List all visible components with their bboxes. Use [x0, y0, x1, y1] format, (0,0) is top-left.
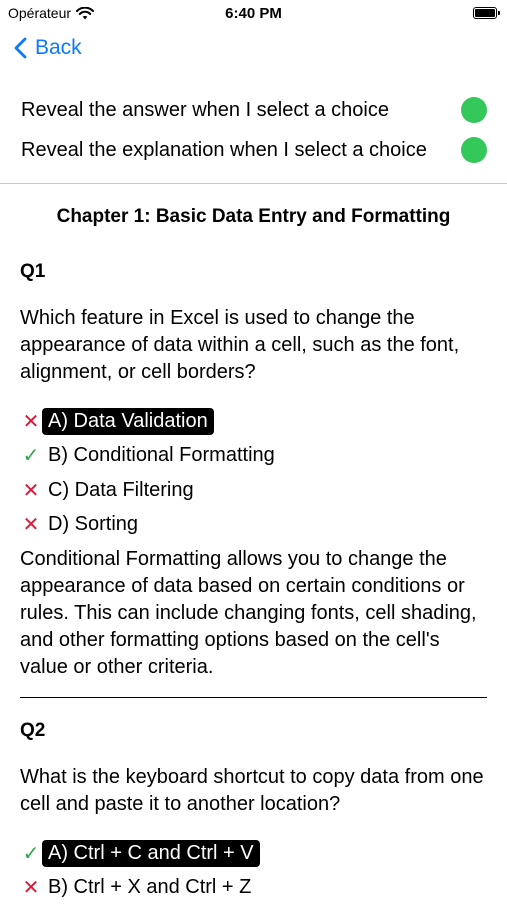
choice-label[interactable]: C) Data Filtering: [42, 477, 200, 504]
chapter-title: Chapter 1: Basic Data Entry and Formatting: [0, 206, 507, 228]
choice-a[interactable]: [20, 836, 487, 871]
choice-label[interactable]: B) Conditional Formatting: [42, 442, 281, 469]
wrong-icon: ✕: [20, 478, 42, 503]
question-card: [0, 261, 507, 681]
choice-b[interactable]: [20, 439, 487, 474]
choice-label[interactable]: A) Ctrl + C and Ctrl + V: [42, 840, 260, 867]
question-divider: [20, 697, 487, 698]
choice-c[interactable]: [20, 473, 487, 508]
checkmark-icon: ✓: [20, 841, 42, 866]
chevron-left-icon: [14, 37, 27, 59]
back-button[interactable]: [14, 36, 82, 60]
setting-label: Reveal the explanation when I select a choice: [21, 139, 427, 162]
choice-list: [20, 836, 487, 905]
choice-label[interactable]: B) Ctrl + X and Ctrl + Z: [42, 874, 257, 901]
explanation-text: Conditional Formatting allows you to change the appearance of data based on certain conditions or rules. This can include changing fonts, cell shading, and other formatting options based on the cell's value or other criteria.: [20, 546, 487, 681]
question-text: Which feature in Excel is used to change the appearance of data within a cell, such as the font, alignment, or cell borders?: [20, 305, 487, 386]
clock: 6:40 PM: [0, 5, 507, 22]
back-label: Back: [35, 36, 82, 60]
wrong-icon: ✕: [20, 409, 42, 434]
checkmark-icon: ✓: [20, 443, 42, 468]
question-number: Q1: [20, 261, 487, 283]
question-text: What is the keyboard shortcut to copy data from one cell and paste it to another location?: [20, 764, 487, 818]
choice-label[interactable]: A) Data Validation: [42, 408, 214, 435]
question-card: [0, 720, 507, 905]
choice-label[interactable]: D) Sorting: [42, 511, 144, 538]
status-bar: [0, 0, 507, 30]
wrong-icon: ✕: [20, 875, 42, 900]
choice-list: [20, 404, 487, 542]
setting-reveal-explanation: [21, 137, 487, 163]
quiz-content[interactable]: [0, 184, 507, 905]
wrong-icon: ✕: [20, 512, 42, 537]
battery-icon: [473, 7, 497, 19]
reveal-explanation-toggle[interactable]: [461, 137, 487, 163]
carrier-name: Opérateur: [8, 5, 71, 21]
setting-reveal-answer: [21, 97, 487, 123]
question-number: Q2: [20, 720, 487, 742]
choice-a[interactable]: [20, 404, 487, 439]
choice-d[interactable]: [20, 508, 487, 543]
setting-label: Reveal the answer when I select a choice: [21, 99, 389, 122]
reveal-answer-toggle[interactable]: [461, 97, 487, 123]
